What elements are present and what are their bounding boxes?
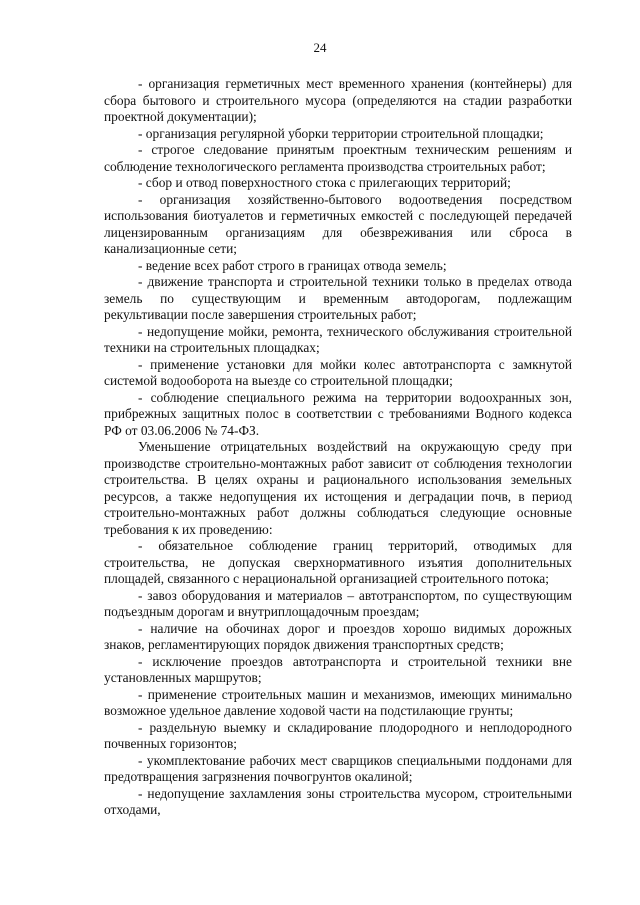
paragraph: - недопущение мойки, ремонта, технического обслуживания строительной техники на строительных площадках; [104, 323, 572, 355]
paragraph: - сбор и отвод поверхностного стока с прилегающих территорий; [138, 175, 511, 190]
paragraph: Уменьшение отрицательных воздействий на окружающую среду при производстве строительно-монтажных работ зависит от соблюдения технологии строительства. В целях охраны и рационального использования земельных ресурсов, а также недопущения их истощения и деградации почв, в период строительно-монтажных работ должны соблюдаться следующие основные требования к их проведению: [104, 439, 572, 537]
paragraph: - организация регулярной уборки территории строительной площадки; [138, 125, 544, 141]
paragraph: - укомплектование рабочих мест сварщиков специальными поддонами для предотвращения загрязнения почвогрунтов окалиной; [104, 752, 572, 784]
page-number: 24 [313, 40, 327, 55]
paragraph: - раздельную выемку и складирование плодородного и неплодородного почвенных горизонтов; [104, 719, 572, 751]
paragraph: - ведение всех работ строго в границах отвода земель; [138, 257, 447, 273]
paragraph: - движение транспорта и строительной техники только в пределах отвода земель по существующим и временным автодорогам, подлежащим рекультивации после завершения строительных работ; [104, 274, 572, 322]
paragraph: - соблюдение специального режима на территории водоохранных зон, прибрежных защитных полос в соответствии с требованиями Водного кодекса РФ от 03.06.2006 № 74-ФЗ. [104, 389, 572, 438]
paragraph: - организация хозяйственно-бытового водоотведения посредством использования биотуалетов и герметичных емкостей с последующей передачей лицензированным организациям для обезвреживания или сброса в канализационные сети; [104, 191, 572, 256]
paragraph: - наличие на обочинах дорог и проездов хорошо видимых дорожных знаков, регламентирующих порядок движения транспортных средств; [104, 620, 572, 652]
document-body [104, 76, 572, 819]
paragraph: - обязательное соблюдение границ территорий, отводимых для строительства, не допуская сверхнормативного изъятия дополнительных площадей, связанного с нерациональной организацией строительного потока; [104, 538, 572, 586]
paragraph: - организация герметичных мест временного хранения (контейнеры) для сбора бытового и строительного мусора (определяются на стадии разработки проектной документации); [104, 76, 572, 124]
paragraph: - применение установки для мойки колес автотранспорта с замкнутой системой водооборота на выезде со строительной площадки; [104, 356, 572, 388]
paragraph: - строгое следование принятым проектным техническим решениям и соблюдение технологического регламента производства строительных работ; [104, 142, 572, 174]
paragraph: - исключение проездов автотранспорта и строительной техники вне установленных маршрутов; [104, 653, 572, 685]
paragraph: - применение строительных машин и механизмов, имеющих минимально возможное удельное давление ходовой части на подстилающие грунты; [104, 686, 572, 718]
paragraph: - завоз оборудования и материалов – автотранспортом, по существующим подъездным дорогам и внутриплощадочным проездам; [104, 587, 572, 619]
paragraph: - недопущение захламления зоны строительства мусором, строительными отходами, [104, 785, 572, 817]
